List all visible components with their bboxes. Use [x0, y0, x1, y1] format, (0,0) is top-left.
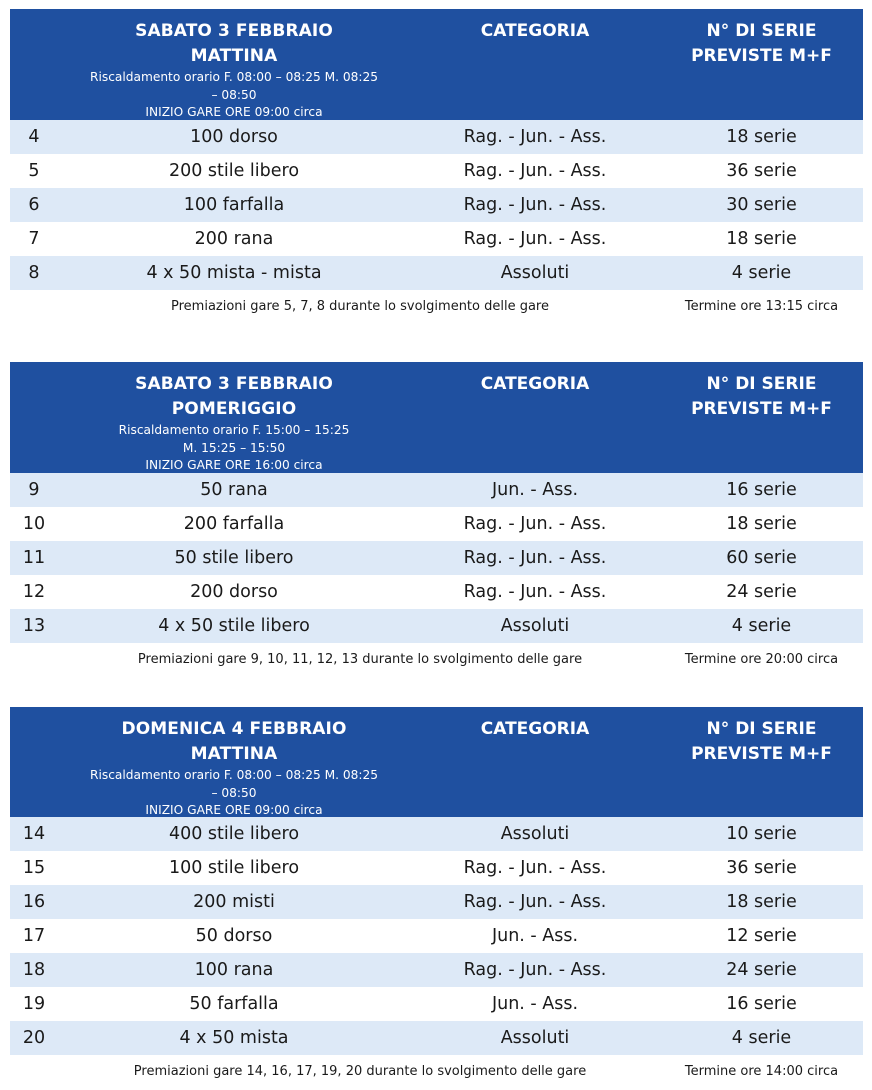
end-time-note: Termine ore 14:00 circa — [684, 1064, 839, 1079]
session-header — [10, 9, 863, 120]
table-row — [10, 953, 863, 987]
event-series: 4 serie — [731, 616, 792, 636]
event-number: 13 — [22, 616, 46, 636]
table-row — [10, 507, 863, 541]
session-day: DOMENICA 4 FEBBRAIO — [121, 719, 347, 739]
event-series: 12 serie — [726, 926, 797, 946]
event-name: 200 stile libero — [168, 161, 300, 181]
table-row — [10, 609, 863, 643]
column-header-series — [650, 372, 872, 422]
column-header-series-line1: N° DI SERIE — [706, 374, 817, 394]
warmup-line-1: Riscaldamento orario F. 08:00 – 08:25 M. 08:25 — [90, 70, 378, 84]
end-time-note: Termine ore 20:00 circa — [684, 652, 839, 667]
event-category: Rag. - Jun. - Ass. — [463, 229, 607, 249]
table-row — [10, 817, 863, 851]
session-saturday-morning — [10, 9, 863, 324]
column-header-category: CATEGORIA — [480, 21, 590, 41]
event-category: Rag. - Jun. - Ass. — [463, 161, 607, 181]
warmup-line-1: Riscaldamento orario F. 08:00 – 08:25 M. 08:25 — [90, 768, 378, 782]
event-category: Rag. - Jun. - Ass. — [463, 858, 607, 878]
session-period: MATTINA — [190, 744, 278, 764]
event-series: 16 serie — [726, 994, 797, 1014]
event-series: 24 serie — [726, 960, 797, 980]
event-number: 6 — [28, 195, 40, 215]
event-category: Rag. - Jun. - Ass. — [463, 892, 607, 912]
table-row — [10, 1021, 863, 1055]
event-number: 19 — [22, 994, 46, 1014]
session-info — [55, 717, 413, 820]
event-number: 8 — [28, 263, 40, 283]
table-row — [10, 256, 863, 290]
event-category: Jun. - Ass. — [491, 994, 579, 1014]
event-series: 18 serie — [726, 892, 797, 912]
start-time: INIZIO GARE ORE 09:00 circa — [145, 105, 323, 119]
event-name: 50 stile libero — [174, 548, 294, 568]
column-header-series — [650, 717, 872, 767]
event-name: 50 dorso — [195, 926, 273, 946]
session-header — [10, 362, 863, 473]
event-category: Rag. - Jun. - Ass. — [463, 548, 607, 568]
column-header-series-line1: N° DI SERIE — [706, 21, 817, 41]
start-time: INIZIO GARE ORE 16:00 circa — [145, 458, 323, 472]
event-series: 16 serie — [726, 480, 797, 500]
warmup-line-2: – 08:50 — [211, 785, 257, 800]
column-header-series-line1: N° DI SERIE — [706, 719, 817, 739]
event-category: Rag. - Jun. - Ass. — [463, 514, 607, 534]
table-row — [10, 154, 863, 188]
warmup-line-2: M. 15:25 – 15:50 — [182, 440, 286, 455]
awards-note: Premiazioni gare 9, 10, 11, 12, 13 durante lo svolgimento delle gare — [137, 652, 583, 667]
event-number: 9 — [28, 480, 40, 500]
event-category: Rag. - Jun. - Ass. — [463, 960, 607, 980]
event-category: Rag. - Jun. - Ass. — [463, 582, 607, 602]
event-name: 200 farfalla — [183, 514, 285, 534]
session-footer — [10, 1055, 863, 1089]
event-name: 100 rana — [194, 960, 274, 980]
session-info — [55, 19, 413, 122]
session-header — [10, 707, 863, 817]
event-series: 4 serie — [731, 1028, 792, 1048]
event-name: 4 x 50 mista - mista — [146, 263, 322, 283]
event-name: 100 dorso — [190, 127, 278, 147]
column-header-category: CATEGORIA — [480, 719, 590, 739]
event-category: Jun. - Ass. — [491, 926, 579, 946]
session-info — [55, 372, 413, 475]
event-category: Assoluti — [500, 616, 570, 636]
end-time-note: Termine ore 13:15 circa — [684, 299, 839, 314]
event-series: 18 serie — [726, 514, 797, 534]
table-row — [10, 473, 863, 507]
event-number: 14 — [22, 824, 46, 844]
event-number: 11 — [22, 548, 46, 568]
event-name: 4 x 50 stile libero — [158, 616, 310, 636]
event-number: 17 — [22, 926, 46, 946]
event-category: Assoluti — [500, 263, 570, 283]
table-row — [10, 222, 863, 256]
event-number: 5 — [28, 161, 40, 181]
event-number: 20 — [22, 1028, 46, 1048]
awards-note: Premiazioni gare 14, 16, 17, 19, 20 durante lo svolgimento delle gare — [133, 1064, 587, 1079]
session-footer — [10, 290, 863, 324]
session-period: MATTINA — [190, 46, 278, 66]
column-header-series — [650, 19, 872, 69]
event-number: 15 — [22, 858, 46, 878]
session-footer — [10, 643, 863, 677]
event-series: 36 serie — [726, 858, 797, 878]
table-row — [10, 575, 863, 609]
event-name: 200 rana — [194, 229, 274, 249]
event-number: 18 — [22, 960, 46, 980]
event-name: 50 rana — [200, 480, 268, 500]
event-category: Assoluti — [500, 824, 570, 844]
event-name: 50 farfalla — [189, 994, 279, 1014]
event-series: 10 serie — [726, 824, 797, 844]
event-series: 60 serie — [726, 548, 797, 568]
start-time: INIZIO GARE ORE 09:00 circa — [145, 803, 323, 817]
event-category: Rag. - Jun. - Ass. — [463, 127, 607, 147]
column-header-series-line2: PREVISTE M+F — [691, 744, 832, 764]
event-series: 4 serie — [731, 263, 792, 283]
event-name: 400 stile libero — [168, 824, 300, 844]
table-row — [10, 987, 863, 1021]
event-series: 18 serie — [726, 127, 797, 147]
event-category: Rag. - Jun. - Ass. — [463, 195, 607, 215]
event-category: Jun. - Ass. — [491, 480, 579, 500]
event-series: 30 serie — [726, 195, 797, 215]
session-day: SABATO 3 FEBBRAIO — [135, 21, 333, 41]
warmup-line-2: – 08:50 — [211, 87, 257, 102]
event-series: 24 serie — [726, 582, 797, 602]
table-row — [10, 885, 863, 919]
event-name: 200 misti — [193, 892, 275, 912]
event-name: 100 farfalla — [183, 195, 285, 215]
event-name: 4 x 50 mista — [179, 1028, 289, 1048]
event-number: 7 — [28, 229, 40, 249]
warmup-line-1: Riscaldamento orario F. 15:00 – 15:25 — [118, 423, 350, 437]
table-row — [10, 919, 863, 953]
column-header-category: CATEGORIA — [480, 374, 590, 394]
table-row — [10, 851, 863, 885]
event-series: 36 serie — [726, 161, 797, 181]
session-period: POMERIGGIO — [171, 399, 297, 419]
event-name: 100 stile libero — [168, 858, 300, 878]
event-series: 18 serie — [726, 229, 797, 249]
event-number: 12 — [22, 582, 46, 602]
event-number: 4 — [28, 127, 40, 147]
session-sunday-morning — [10, 707, 863, 1089]
awards-note: Premiazioni gare 5, 7, 8 durante lo svolgimento delle gare — [171, 299, 549, 314]
event-name: 200 dorso — [190, 582, 278, 602]
session-saturday-afternoon — [10, 362, 863, 677]
table-row — [10, 188, 863, 222]
event-number: 16 — [22, 892, 46, 912]
table-row — [10, 120, 863, 154]
event-category: Assoluti — [500, 1028, 570, 1048]
session-day: SABATO 3 FEBBRAIO — [135, 374, 333, 394]
event-number: 10 — [22, 514, 46, 534]
column-header-series-line2: PREVISTE M+F — [691, 399, 832, 419]
table-row — [10, 541, 863, 575]
column-header-series-line2: PREVISTE M+F — [691, 46, 832, 66]
